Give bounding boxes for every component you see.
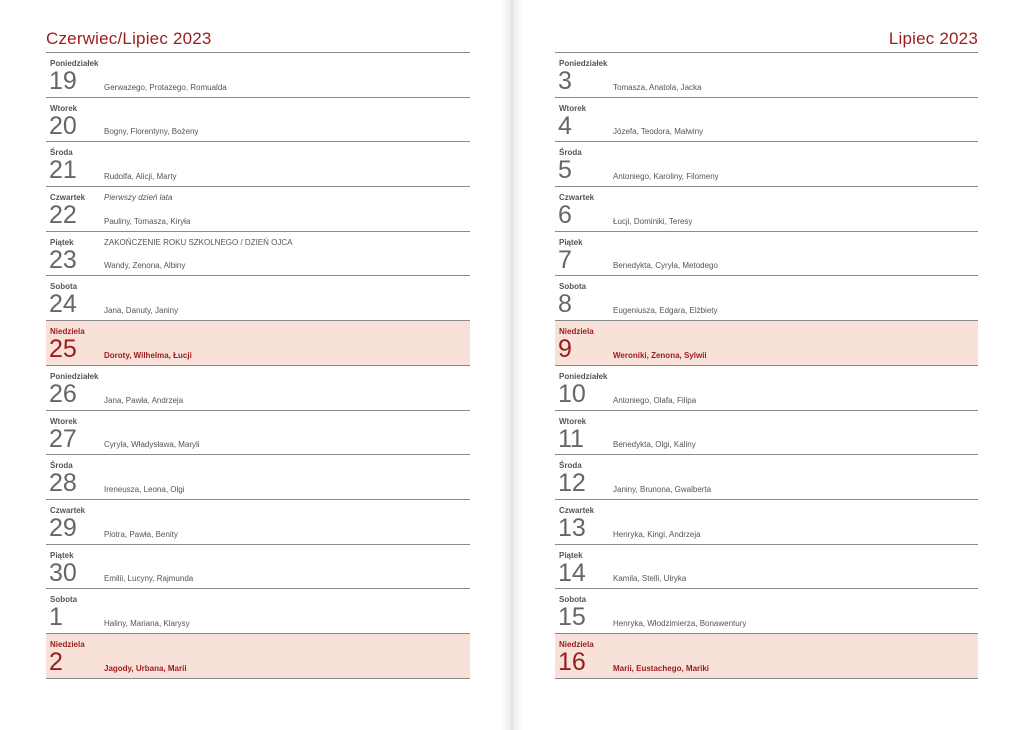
weekday-name: Piątek: [50, 550, 74, 560]
day-number: 3: [558, 67, 572, 95]
page-title: Lipiec 2023: [888, 29, 978, 48]
name-days: Benedykta, Olgi, Kaliny: [613, 440, 696, 450]
name-days: Weroniki, Zenona, Sylwii: [613, 350, 707, 360]
day-row: [555, 455, 978, 500]
weekday-name: Sobota: [559, 595, 587, 605]
day-row: [555, 142, 978, 187]
weekday-name: Czwartek: [559, 505, 595, 515]
day-row: [46, 545, 470, 590]
day-number: 21: [49, 156, 77, 185]
day-row: [555, 98, 978, 143]
weekday-name: Poniedziałek: [559, 59, 608, 68]
day-number: 7: [558, 245, 572, 274]
name-days: Benedykta, Cyryla, Metodego: [613, 261, 718, 271]
book-gutter: [500, 0, 524, 730]
weekday-name: Sobota: [50, 595, 78, 605]
name-days: Jagody, Urbana, Marii: [104, 663, 187, 673]
weekday-name: Poniedziałek: [50, 59, 99, 68]
day-number: 19: [49, 67, 77, 95]
name-days: Haliny, Mariana, Klarysy: [104, 618, 190, 628]
day-row: [555, 53, 978, 98]
day-number: 10: [558, 379, 586, 408]
day-number: 14: [558, 558, 586, 587]
day-row: [46, 53, 470, 98]
day-number: 9: [558, 335, 572, 364]
day-number: 16: [558, 647, 586, 676]
name-days: Tomasza, Anatola, Jacka: [613, 82, 702, 92]
name-days: Jana, Pawła, Andrzeja: [104, 395, 184, 405]
weekday-name: Poniedziałek: [50, 371, 99, 381]
name-days: Wandy, Zenona, Albiny: [104, 261, 186, 271]
weekday-name: Piątek: [559, 550, 583, 560]
weekday-name: Wtorek: [559, 103, 587, 113]
weekday-name: Niedziela: [559, 639, 594, 649]
day-list: [46, 52, 470, 679]
day-row: [46, 634, 470, 679]
day-row: [46, 500, 470, 545]
name-days: Jana, Danuty, Janiny: [104, 306, 179, 316]
day-row: [46, 589, 470, 634]
weekday-name: Niedziela: [559, 327, 594, 337]
name-days: Cyryla, Władysława, Maryli: [104, 440, 200, 450]
day-row: [46, 366, 470, 411]
day-row: [46, 187, 470, 232]
weekday-name: Wtorek: [50, 103, 78, 113]
weekday-name: Sobota: [50, 282, 78, 292]
day-number: 20: [49, 111, 77, 140]
day-row: [46, 455, 470, 500]
day-list: [555, 52, 978, 679]
name-days: Kamila, Stelli, Ulryka: [613, 574, 687, 584]
day-row: [555, 232, 978, 277]
day-number: 1: [49, 603, 63, 632]
day-number: 12: [558, 469, 586, 498]
day-number: 8: [558, 290, 572, 319]
day-row: [555, 366, 978, 411]
day-row: [46, 411, 470, 456]
day-event: ZAKOŃCZENIE ROKU SZKOLNEGO / DZIEŃ OJCA: [104, 237, 293, 247]
weekday-name: Piątek: [559, 237, 583, 247]
weekday-name: Niedziela: [50, 639, 85, 649]
weekday-name: Środa: [50, 461, 73, 471]
weekday-name: Poniedziałek: [559, 371, 608, 381]
weekday-name: Niedziela: [50, 327, 85, 337]
day-row: [555, 321, 978, 366]
weekday-name: Środa: [559, 461, 582, 471]
weekday-name: Sobota: [559, 282, 587, 292]
day-number: 24: [49, 290, 77, 319]
day-event: Pierwszy dzień lata: [104, 193, 173, 203]
name-days: Doroty, Wilhelma, Łucji: [104, 350, 192, 360]
weekday-name: Wtorek: [50, 416, 78, 426]
day-number: 27: [49, 424, 77, 453]
name-days: Piotra, Pawła, Benity: [104, 529, 178, 539]
day-row: [555, 276, 978, 321]
day-row: [46, 232, 470, 277]
day-number: 28: [49, 469, 77, 498]
day-row: [46, 321, 470, 366]
name-days: Eugeniusza, Edgara, Elżbiety: [613, 306, 718, 316]
weekday-name: Piątek: [50, 237, 74, 247]
name-days: Emilii, Lucyny, Rajmunda: [104, 574, 194, 584]
weekday-name: Wtorek: [559, 416, 587, 426]
name-days: Gerwazego, Protazego, Romualda: [104, 82, 227, 92]
day-row: [46, 142, 470, 187]
name-days: Antoniego, Karoliny, Filomeny: [613, 172, 719, 182]
day-number: 15: [558, 603, 586, 632]
day-number: 30: [49, 558, 77, 587]
name-days: Antoniego, Olafa, Filipa: [613, 395, 697, 405]
day-number: 23: [49, 245, 77, 274]
name-days: Henryka, Włodzimierza, Bonawentury: [613, 618, 747, 628]
right-page: [512, 0, 1024, 730]
name-days: Janiny, Brunona, Gwalberta: [613, 484, 712, 494]
day-number: 26: [49, 379, 77, 408]
day-number: 6: [558, 201, 572, 230]
weekday-name: Środa: [50, 148, 73, 158]
day-number: 29: [49, 513, 77, 542]
name-days: Marii, Eustachego, Mariki: [613, 663, 710, 673]
name-days: Józefa, Teodora, Malwiny: [613, 127, 704, 137]
day-number: 13: [558, 513, 586, 542]
day-row: [46, 98, 470, 143]
day-number: 5: [558, 156, 572, 185]
page-title: Czerwiec/Lipiec 2023: [46, 29, 212, 48]
weekday-name: Czwartek: [559, 193, 595, 203]
name-days: Rudolfa, Alicji, Marty: [104, 172, 177, 182]
day-row: [46, 276, 470, 321]
day-row: [555, 634, 978, 679]
weekday-name: Czwartek: [50, 505, 86, 515]
day-number: 25: [49, 335, 77, 364]
name-days: Łucji, Dominiki, Teresy: [613, 216, 693, 226]
day-row: [555, 500, 978, 545]
day-number: 2: [49, 647, 63, 676]
day-number: 4: [558, 111, 572, 140]
name-days: Pauliny, Tomasza, Kiryła: [104, 216, 191, 226]
day-number: 22: [49, 201, 77, 230]
name-days: Bogny, Florentyny, Bożeny: [104, 127, 199, 137]
weekday-name: Środa: [559, 148, 582, 158]
day-row: [555, 187, 978, 232]
name-days: Henryka, Kingi, Andrzeja: [613, 529, 701, 539]
day-row: [555, 411, 978, 456]
day-number: 11: [558, 424, 584, 453]
day-row: [555, 545, 978, 590]
name-days: Ireneusza, Leona, Olgi: [104, 484, 185, 494]
day-row: [555, 589, 978, 634]
weekday-name: Czwartek: [50, 193, 86, 203]
